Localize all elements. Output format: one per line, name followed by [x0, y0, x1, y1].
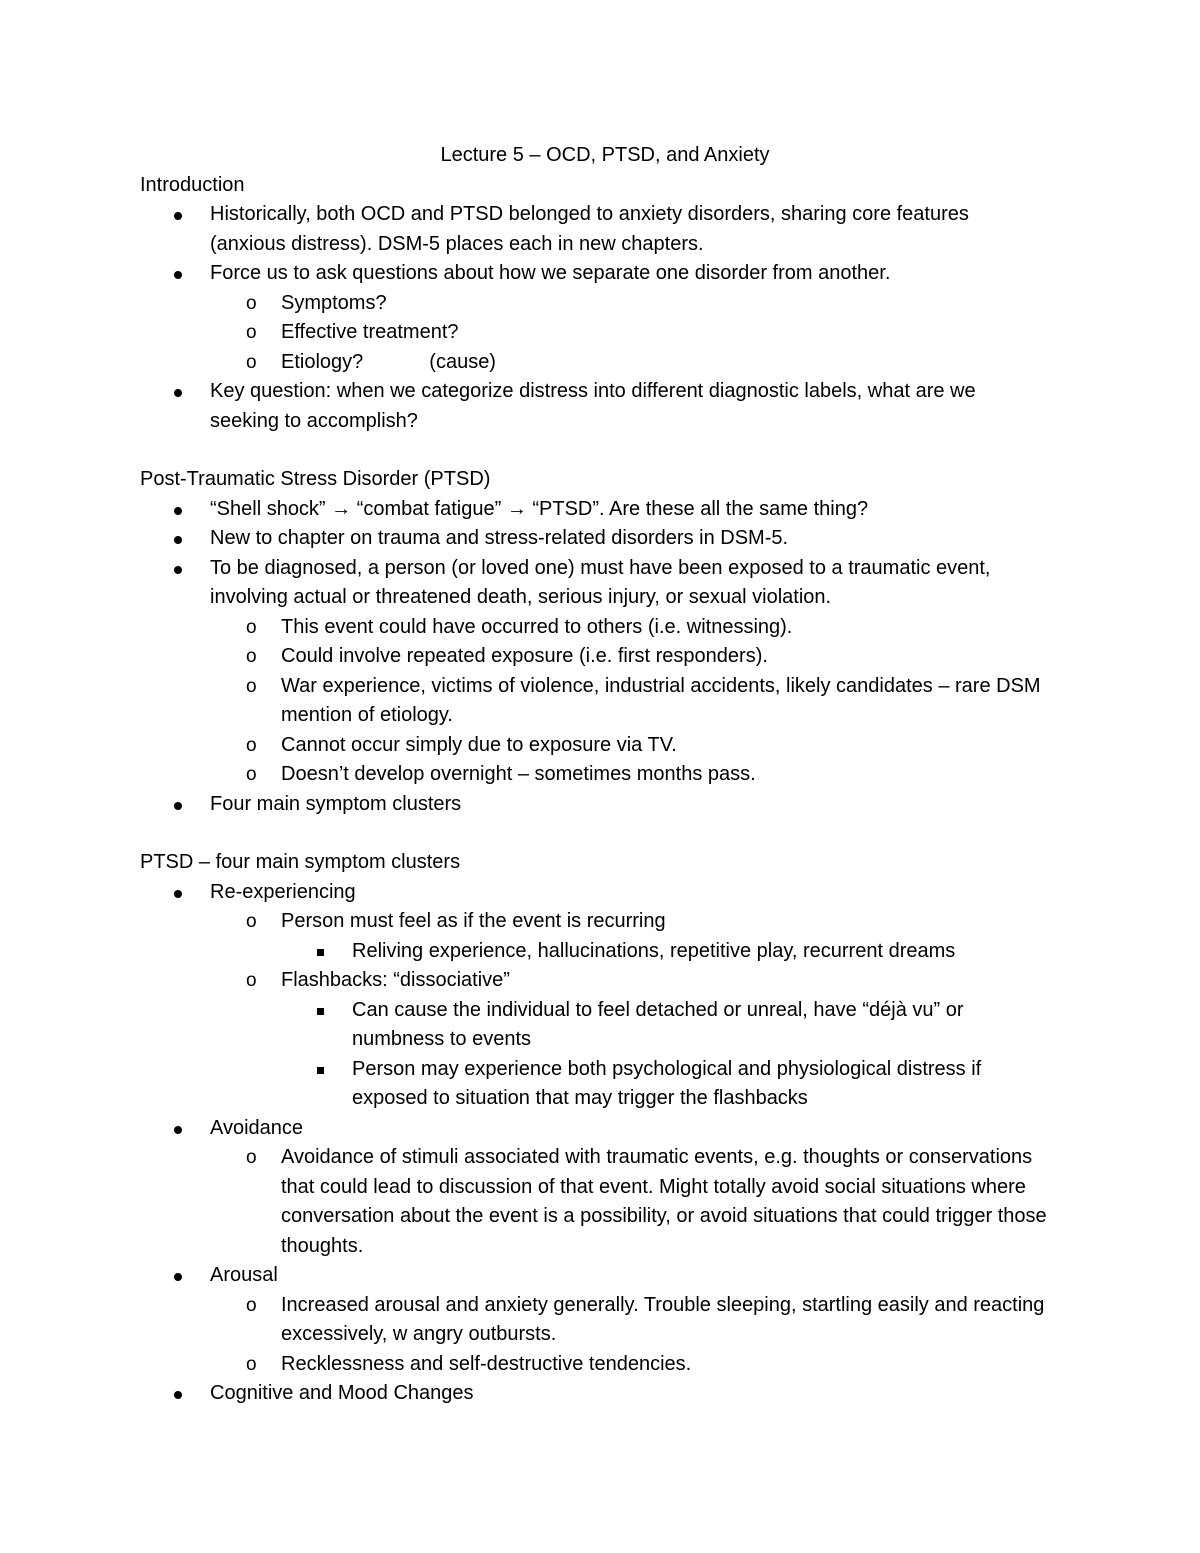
circle-bullet-icon: o [246, 1294, 257, 1316]
list-item-text: Could involve repeated exposure (i.e. first responders). [281, 645, 768, 667]
list-item [210, 672, 1050, 731]
list-item [210, 731, 1050, 761]
bullet-icon [174, 536, 182, 544]
circle-bullet-icon: o [246, 734, 257, 756]
list-item-text: Key question: when we categorize distress into different diagnostic labels, what are we seeking to accomplish? [210, 380, 976, 432]
list-item-text: Cognitive and Mood Changes [210, 1382, 474, 1404]
circle-bullet-icon: o [246, 646, 257, 667]
list-item-text: Effective treatment? [281, 321, 459, 343]
list-item [210, 348, 1050, 378]
list-item [210, 1143, 1050, 1261]
list-item [210, 318, 1050, 348]
list-item-note: (cause) [429, 350, 496, 373]
bullet-icon [174, 1273, 182, 1281]
square-bullet-icon [317, 1067, 324, 1074]
circle-bullet-icon: o [246, 292, 257, 314]
list-item [140, 200, 1050, 259]
list-item [210, 907, 1050, 966]
list-item [140, 1114, 1050, 1262]
sub-sub-list [281, 937, 1050, 967]
section-heading-introduction: Introduction [140, 173, 245, 196]
bullet-icon [174, 890, 182, 898]
list-item-text: Recklessness and self-destructive tendencies. [281, 1352, 692, 1375]
bullet-icon [174, 389, 182, 397]
list-item-text: This event could have occurred to others (i.e. witnessing). [281, 615, 793, 638]
list-item [210, 966, 1050, 1114]
list-item [140, 878, 1050, 1114]
list-item-text: Force us to ask questions about how we separate one disorder from another. [210, 262, 891, 284]
sub-list [210, 613, 1050, 790]
arrow-right-icon: → [331, 497, 352, 520]
list-item-text: Reliving experience, hallucinations, repetitive play, recurrent dreams [352, 939, 956, 962]
bullet-icon [174, 1126, 182, 1134]
list-item-text: “Shell shock” [210, 497, 326, 520]
list-item-text: “PTSD”. Are these all the same thing? [532, 497, 869, 520]
clusters-list [140, 878, 1050, 1409]
list-item [281, 1055, 1050, 1114]
ptsd-list [140, 495, 1050, 820]
circle-bullet-icon: o [246, 322, 257, 343]
circle-bullet-icon: o [246, 351, 257, 373]
list-item [281, 996, 1050, 1055]
sub-list [210, 1143, 1050, 1261]
list-item-text: Flashbacks: “dissociative” [281, 969, 510, 991]
bullet-icon [174, 1391, 182, 1399]
list-item [210, 642, 1050, 672]
square-bullet-icon [317, 1008, 324, 1015]
list-item [281, 937, 1050, 967]
page-title: Lecture 5 – OCD, PTSD, and Anxiety [440, 144, 770, 166]
list-item [140, 377, 1050, 436]
list-item-text: Person must feel as if the event is recurring [281, 910, 666, 932]
sub-sub-list [281, 996, 1050, 1114]
square-bullet-icon [317, 949, 324, 956]
list-item-text: To be diagnosed, a person (or loved one) must have been exposed to a traumatic event, involving actual or threatened death, serious injury, or sexual violation. [210, 556, 991, 608]
list-item-text: Person may experience both psychological and physiological distress if exposed to situation that may trigger the flashbacks [352, 1057, 982, 1109]
list-item-text: Cannot occur simply due to exposure via TV. [281, 733, 677, 756]
sub-list [210, 907, 1050, 1114]
sub-list [210, 289, 1050, 378]
list-item-text: War experience, victims of violence, industrial accidents, likely candidates – rare DSM mention of etiology. [281, 674, 1041, 726]
list-item [140, 790, 1050, 820]
circle-bullet-icon: o [246, 764, 257, 785]
list-item-text: Doesn’t develop overnight – sometimes months pass. [281, 763, 756, 785]
list-item [140, 554, 1050, 790]
bullet-icon [174, 802, 182, 810]
list-item [210, 1291, 1050, 1350]
list-item-text: Arousal [210, 1264, 278, 1286]
list-item [140, 259, 1050, 377]
bullet-icon [174, 507, 182, 515]
sub-list [210, 1291, 1050, 1380]
list-item [210, 289, 1050, 319]
arrow-right-icon: → [506, 497, 527, 520]
circle-bullet-icon: o [246, 675, 257, 697]
list-item-text: Etiology? [281, 350, 364, 373]
circle-bullet-icon: o [246, 1353, 257, 1375]
list-item-text: New to chapter on trauma and stress-related disorders in DSM-5. [210, 527, 789, 549]
list-item [140, 495, 1050, 525]
list-item [210, 760, 1050, 790]
list-item-text: “combat fatigue” [356, 497, 502, 520]
list-item-text: Historically, both OCD and PTSD belonged to anxiety disorders, sharing core features (anxious distress). DSM-5 places each in new chapters. [210, 203, 969, 255]
bullet-icon [174, 566, 182, 574]
list-item-text: Avoidance [210, 1116, 304, 1139]
introduction-list [140, 200, 1050, 436]
section-heading-ptsd: Post-Traumatic Stress Disorder (PTSD) [140, 468, 491, 490]
bullet-icon [174, 271, 182, 279]
circle-bullet-icon: o [246, 1147, 257, 1168]
list-item-text: Re-experiencing [210, 880, 356, 903]
list-item [210, 613, 1050, 643]
list-item [210, 1350, 1050, 1380]
list-item-text: Avoidance of stimuli associated with traumatic events, e.g. thoughts or conservations that could lead to discussion of that event. Might totally avoid social situations where conversation about the event is a possibility, or avoid situations that could trigger those thoughts. [281, 1146, 1047, 1257]
list-item-text: Can cause the individual to feel detached or unreal, have “déjà vu” or numbness to events [352, 998, 964, 1050]
list-item-text: Increased arousal and anxiety generally. Trouble sleeping, startling easily and reacting excessively, w angry outbursts. [281, 1293, 1045, 1345]
list-item-text: Symptoms? [281, 291, 387, 314]
list-item [140, 1261, 1050, 1379]
list-item [140, 1379, 1050, 1409]
list-item-text: Four main symptom clusters [210, 792, 462, 815]
circle-bullet-icon: o [246, 911, 257, 932]
bullet-icon [174, 212, 182, 220]
circle-bullet-icon: o [246, 616, 257, 638]
circle-bullet-icon: o [246, 970, 257, 991]
section-heading-symptom-clusters: PTSD – four main symptom clusters [140, 851, 461, 873]
list-item [140, 524, 1050, 554]
